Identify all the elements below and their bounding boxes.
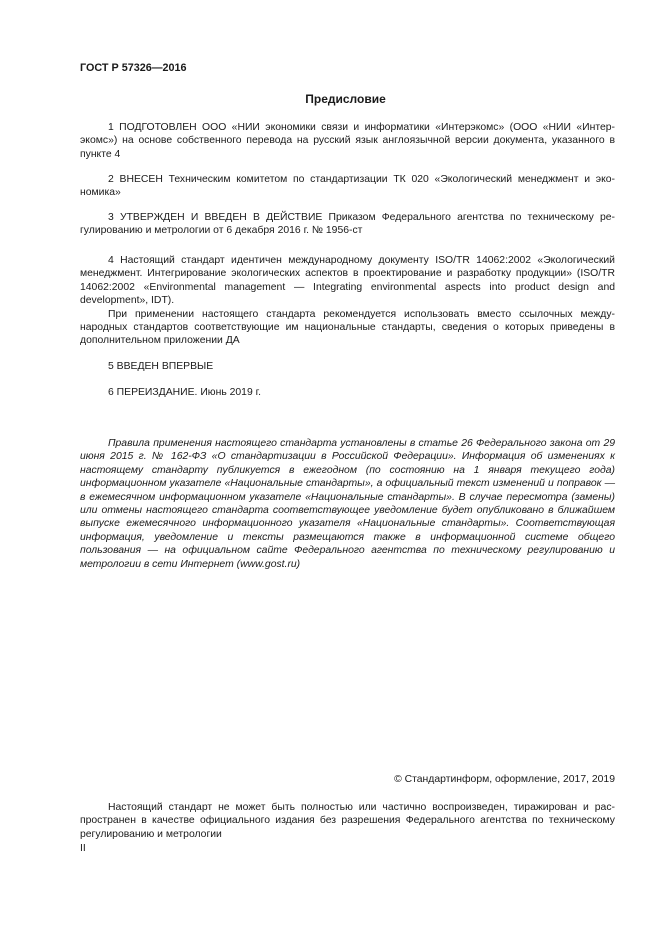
item-2 xyxy=(80,173,615,200)
item-3-text: 3 УТВЕРЖДЕН И ВВЕДЕН В ДЕЙСТВИЕ Приказом Федерального агентства по техническому регулированию и метрологии от 6 декабря 2016 г. № 1956-ст xyxy=(80,212,615,237)
item-2-text: 2 ВНЕСЕН Техническим комитетом по стандартизации ТК 020 «Экологический менеджмент и экономика» xyxy=(80,174,615,199)
reproduction-notice xyxy=(80,801,615,841)
item-4-note: При применении настоящего стандарта рекомендуется использовать вместо ссылочных международных стандартов соответствующие им национальные стандарты, сведения о которых приведены в дополнительном приложении ДА xyxy=(80,308,615,347)
item-4 xyxy=(80,254,615,348)
item-5 xyxy=(80,360,615,373)
document-code: ГОСТ Р 57326—2016 xyxy=(80,62,187,74)
copyright-line: © Стандартинформ, оформление, 2017, 2019 xyxy=(394,774,615,785)
item-6-text: 6 ПЕРЕИЗДАНИЕ. Июнь 2019 г. xyxy=(108,387,262,398)
item-1-text: 1 ПОДГОТОВЛЕН ООО «НИИ экономики связи и информатики «Интерэкомс» (ООО «НИИ «Интерэкомс») на основе собственного перевода на русский язык англоязычной версии документа, указанного в пункте 4 xyxy=(80,122,615,160)
page-title: Предисловие xyxy=(305,92,386,106)
application-rules-notice xyxy=(80,437,615,571)
item-1 xyxy=(80,121,615,161)
item-4-text: 4 Настоящий стандарт идентичен международному документу ISO/TR 14062:2002 «Экологический менеджмент. Интегрирование экологических аспектов в проектирование и разработку продукции» (ISO/TR 14062:2002 «Environmental management — Integrating environmental aspects into product design and development», IDT). xyxy=(80,255,615,307)
application-rules-text: Правила применения настоящего стандарта установлены в статье 26 Федерального закона от 29 июня 2015 г. № 162-ФЗ «О стандартизации в Российской Федерации». Информация об изменениях к настоящему стандарту публикуется в ежегодном (по состоянию на 1 января текущего года) информационном указателе «Национальные стандарты», а официальный текст изменений и поправок — в ежемесячном информационном указателе «Национальные стандарты». В случае пересмотра (замены) или отмены настоящего стандарта соответствующее уведомление будет опубликовано в ближайшем выпуске ежемесячного информационного указателя «Национальные стандарты». Соответствующая информация, уведомление и тексты размещаются также в информационной системе общего пользования — на официальном сайте Федерального агентства по техническому регулированию и метрологии в сети Интернет (www.gost.ru) xyxy=(80,438,615,570)
item-6 xyxy=(80,386,615,399)
reproduction-text: Настоящий стандарт не может быть полностью или частично воспроизведен, тиражирован и распространен в качестве официального издания без разрешения Федерального агентства по техническому регулированию и метрологии xyxy=(80,802,615,840)
page-number: II xyxy=(80,843,86,854)
item-3 xyxy=(80,211,615,238)
item-5-text: 5 ВВЕДЕН ВПЕРВЫЕ xyxy=(108,361,214,372)
